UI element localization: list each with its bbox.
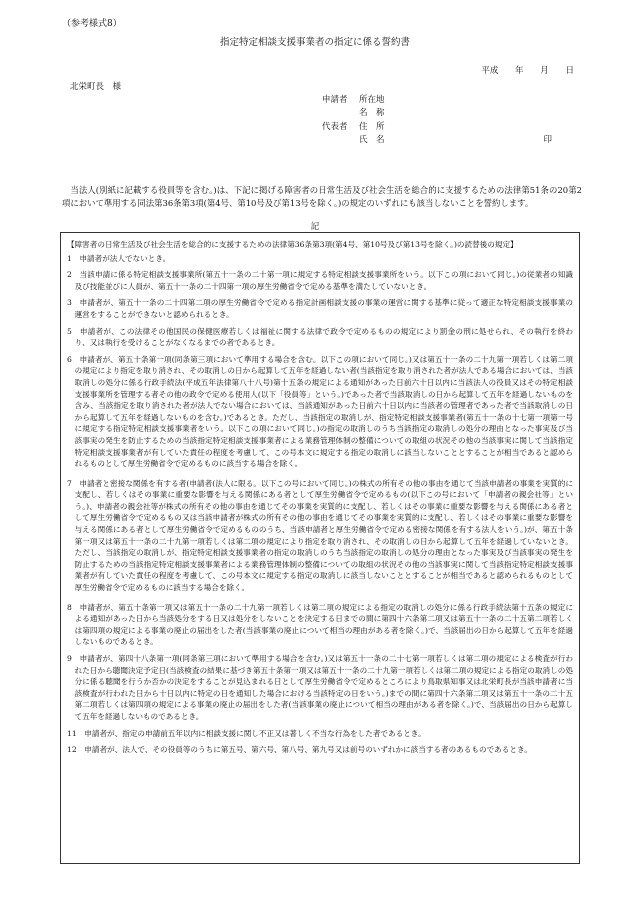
item-text: 申請者が、法人で、その役員等のうちに第五号、第六号、第八号、第九号又は前号のいずれかに該当する者のあるものであるとき。	[84, 745, 532, 755]
item-text: 申請者が、第五十一条の二十四第二項の厚生労働省令で定める指定計画相談支援の事業の運営に関する基準に従って適正な特定相談支援事業の運営をすることができないと認められるとき。	[74, 298, 573, 319]
item-number: 6	[67, 354, 72, 364]
list-item	[67, 297, 573, 320]
rep-address-label: 住 所	[359, 121, 385, 132]
item-number: 8	[67, 602, 72, 612]
item-number: 9	[67, 654, 72, 663]
date-year: 年	[515, 66, 524, 76]
item-text: 申請者と密接な関係を有する者(申請者(法人に限る。以下この号において同じ。)の株式の所有その他の事由を通じて当該申請者の事業を実質的に支配し、若しくはその事業に重要な影響を与える関係にある者として厚生労働省令で定めるもの(以下この号において「申請者の親会社等」という。)、申請者の親会社等が株式の所有その他の事由を通じてその事業を実質的に支配し、若しくはその事業に重要な影響を与える関係にある者として厚生労働省令で定めるもの又は当該申請者が株式の所有その他の事由を通じてその事業を実質的に支配し、若しくはその事業に重要な影響を与える関係にある者として厚生労働省令で定めるもののうち、当該申請者と厚生労働省令で定める密接な関係を有する法人をいう。)が、第五十条第一項又は第五十一条の二十九第一項若しくは第二項の規定により指定を取り消され、その取消しの日から起算して五年を経過していないとき。ただし、当該指定の取消しが、指定特定相談支援事業者の指定の取消しのうち当該指定の取消しの処分の理由となった事実及び当該事実の発生を防止するための当該指定特定相談支援事業者による業務管理体制の整備についての取組の状況その他の当該事実に関して当該指定特定相談支援事業者が有していた責任の程度を考慮して、この号本文に規定する指定の取消しに該当しないこととすることが相当であると認められるものとして厚生労働省令で定めるものに該当する場合を除く。	[74, 478, 573, 593]
seal-mark: 印	[543, 134, 552, 145]
list-item	[67, 269, 573, 292]
list-item	[67, 602, 573, 648]
representative-role: 代表者	[322, 121, 348, 132]
list-item	[67, 478, 573, 594]
item-text: 当該申請に係る特定相談支援事業所(第五十一条の二十第一項に規定する特定相談支援事業所をいう。以下この項において同じ。)の従業者の知識及び技能並びに人員が、第五十一条の二十四第一項の厚生労働省令で定める基準を満たしていないとき。	[74, 270, 574, 291]
provisions-box	[60, 232, 580, 864]
item-number: 2	[67, 270, 72, 280]
ki-heading: 記	[310, 222, 320, 232]
item-number: 3	[67, 298, 72, 308]
oath-paragraph: 当法人(別紙に記載する役員等を含む。)は、下記に掲げる障害者の日常生活及び社会生活を総合的に支援するための法律第51条の20第2項において準用する同法第36条第3項(第4号、第10号及び第13号を除く。)の規定のいずれにも該当しないことを誓約します。	[62, 185, 582, 209]
item-text: 申請者が、第五十条第一項又は第五十一条の二十九第一項若しくは第二項の規定による指定の取消しの処分に係る行政手続法第十五条の規定による通知があった日から当該処分をする日又は処分をしないことを決定する日までの間に第四十六条第二項又は第五十一条の二十五第二項若しくは第四項の規定による事業の廃止の届出をした者(当該事業の廃止について相当の理由がある者を除く。)で、当該届出の日から起算して五年を経過しないものであるとき。	[74, 602, 573, 647]
item-text: 申請者が法人でないとき。	[79, 253, 171, 263]
rep-name-label: 氏 名	[359, 134, 385, 145]
list-item	[67, 253, 573, 265]
date-era: 平成	[481, 66, 499, 76]
item-text: 申請者が、この法律その他国民の保健医療若しくは福祉に関する法律で政令で定めるものの規定により罰金の刑に処せられ、その執行を終わり、又は執行を受けることがなくなるまでの者であるとき。	[74, 326, 574, 348]
date-day: 日	[565, 66, 574, 76]
addressee: 北栄町長 様	[70, 82, 122, 92]
item-text: 申請者が、指定の申請前五年以内に相談支援に関し不正又は著しく不当な行為をした者であるとき。	[84, 728, 426, 738]
document-title: 指定特定相談支援事業者の指定に係る誓約書	[219, 37, 410, 48]
list-item	[67, 744, 573, 756]
list-item	[67, 326, 573, 349]
item-text: 申請者が、第四十八条第一項(同条第三項において準用する場合を含む。)又は第五十一条の二十七第一項若しくは第二項の規定による検査が行われた日から聴聞決定予定日(当該検査の結果に基づき第五十条第一項又は第五十一条の二十九第一項若しくは第二項の規定による指定の取消しの処分に係る聴聞を行うか否かの決定をすることが見込まれる日として厚生労働省令で定めるところにより鳥取県知事又は北栄町長が当該申請者に当該検査が行われた日から十日以内に特定の日を通知した場合における当該特定の日をいう。)までの間に第四十六条第二項又は第五十一条の二十五第二項若しくは第四項の規定による事業の廃止の届出をした者(当該事業の廃止について相当の理由がある者を除く。)で、当該届出の日から起算して五年を経過しないものであるとき。	[74, 654, 574, 721]
item-text: 申請者が、第五十条第一項(同条第三項において準用する場合を含む。以下この項において同じ。)又は第五十一条の二十九第一項若しくは第二項の規定により指定を取り消され、その取消しの日から起算して五年を経過しない者(当該指定を取り消された者が法人である場合においては、当該取消しの処分に係る行政手続法(平成五年法律第八十八号)第十五条の規定による通知があった日前六十日以内に当該法人の役員又はその特定相談支援事業所を管理する者その他の政令で定める使用人(以下「役員等」という。)であった者で当該取消しの日から起算して五年を経過しないものを含み、当該指定を取り消された者が法人でない場合においては、当該通知があった日前六十日以内に当該者の管理者であった者で当該取消しの日から起算して五年を経過しないものを含む。)であるとき。ただし、当該指定の取消しが、指定特定相談支援事業者(第五十一条の十七第一項第一号に規定する指定特定相談支援事業者をいう。以下この項において同じ。)の指定の取消しのうち当該指定の取消しの処分の理由となった事実及び当該事実の発生を防止するための当該指定特定相談支援事業者による業務管理体制の整備についての取組の状況その他の当該事実に関して当該指定特定相談支援事業者が有していた責任の程度を考慮して、この号本文に規定する指定の取消しに該当しないこととすることが相当であると認められるものとして厚生労働省令で定めるものに該当する場合を除く。	[74, 354, 574, 469]
list-item	[67, 354, 573, 470]
item-number: 5	[67, 326, 72, 336]
applicant-block	[322, 94, 582, 147]
item-number: 11	[67, 728, 77, 738]
list-item	[67, 728, 573, 740]
date-month: 月	[540, 66, 549, 76]
name-label: 名 称	[359, 108, 385, 119]
item-number: 1	[67, 253, 72, 263]
date-line	[481, 64, 574, 76]
provisions-heading: 【障害者の日常生活及び社会生活を総合的に支援するための法律第36条第3項(第4号、第10号及び第13号を除く。)の読替後の規定】	[67, 240, 518, 249]
list-item	[67, 653, 573, 723]
address-label: 所在地	[359, 95, 385, 105]
reference-label: （参考様式8）	[62, 19, 122, 29]
applicant-role: 申請者	[322, 95, 348, 105]
item-number: 7	[67, 478, 72, 488]
item-number: 12	[67, 745, 77, 755]
